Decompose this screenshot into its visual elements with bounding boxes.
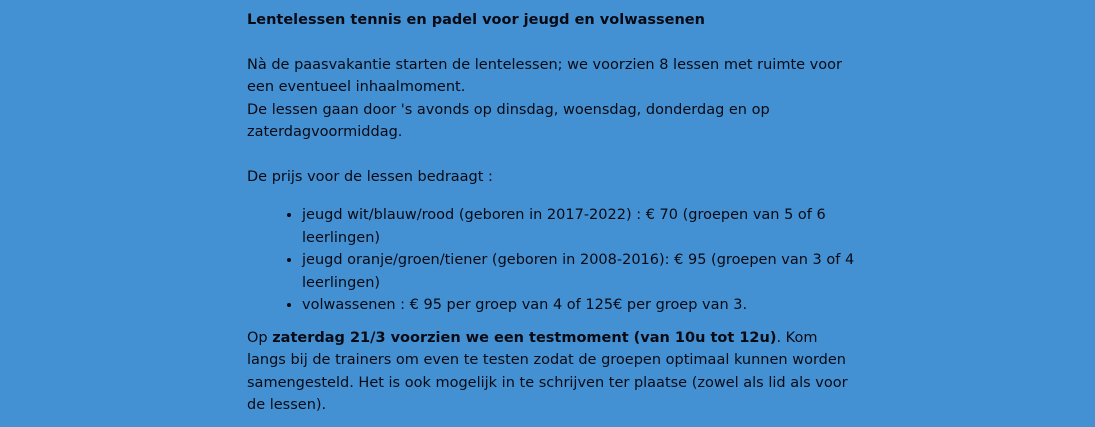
test-moment-date: zaterdag 21/3 voorzien we een testmoment (van 10u tot 12u) bbox=[272, 329, 777, 346]
article-title: Lentelessen tennis en padel voor jeugd en volwassenen bbox=[247, 12, 705, 28]
price-intro: De prijs voor de lessen bedraagt : bbox=[247, 168, 493, 185]
price-item-youth-orange-green-teen: • jeugd oranje/groen/tiener (geboren in 2008-2016): € 95 (groepen van 3 of 4 leerlingen) bbox=[302, 249, 857, 294]
intro-paragraph bbox=[247, 54, 857, 144]
price-item-youth-white-blue-red: • jeugd wit/blauw/rood (geboren in 2017-2022) : € 70 (groepen van 5 of 6 leerlingen) bbox=[302, 204, 857, 249]
intro-line-1: Nà de paasvakantie starten de lentelessen; we voorzien 8 lessen met ruimte voor een eventueel inhaalmoment. bbox=[247, 56, 842, 95]
test-moment-paragraph bbox=[247, 327, 857, 417]
test-prefix: Op bbox=[247, 329, 273, 346]
price-list bbox=[247, 204, 857, 317]
test-suffix: . Kom langs bij de trainers om even te testen zodat de groepen optimaal kunnen worden samengesteld. Het is ook mogelijk in te schrijven ter plaatse (zowel als lid als voor de lessen). bbox=[247, 329, 848, 413]
price-item-adults: • volwassenen : € 95 per groep van 4 of 125€ per groep van 3. bbox=[302, 294, 857, 317]
article-content bbox=[247, 9, 857, 417]
intro-line-2: De lessen gaan door 's avonds op dinsdag, woensdag, donderdag en op zaterdagvoormiddag. bbox=[247, 101, 770, 140]
